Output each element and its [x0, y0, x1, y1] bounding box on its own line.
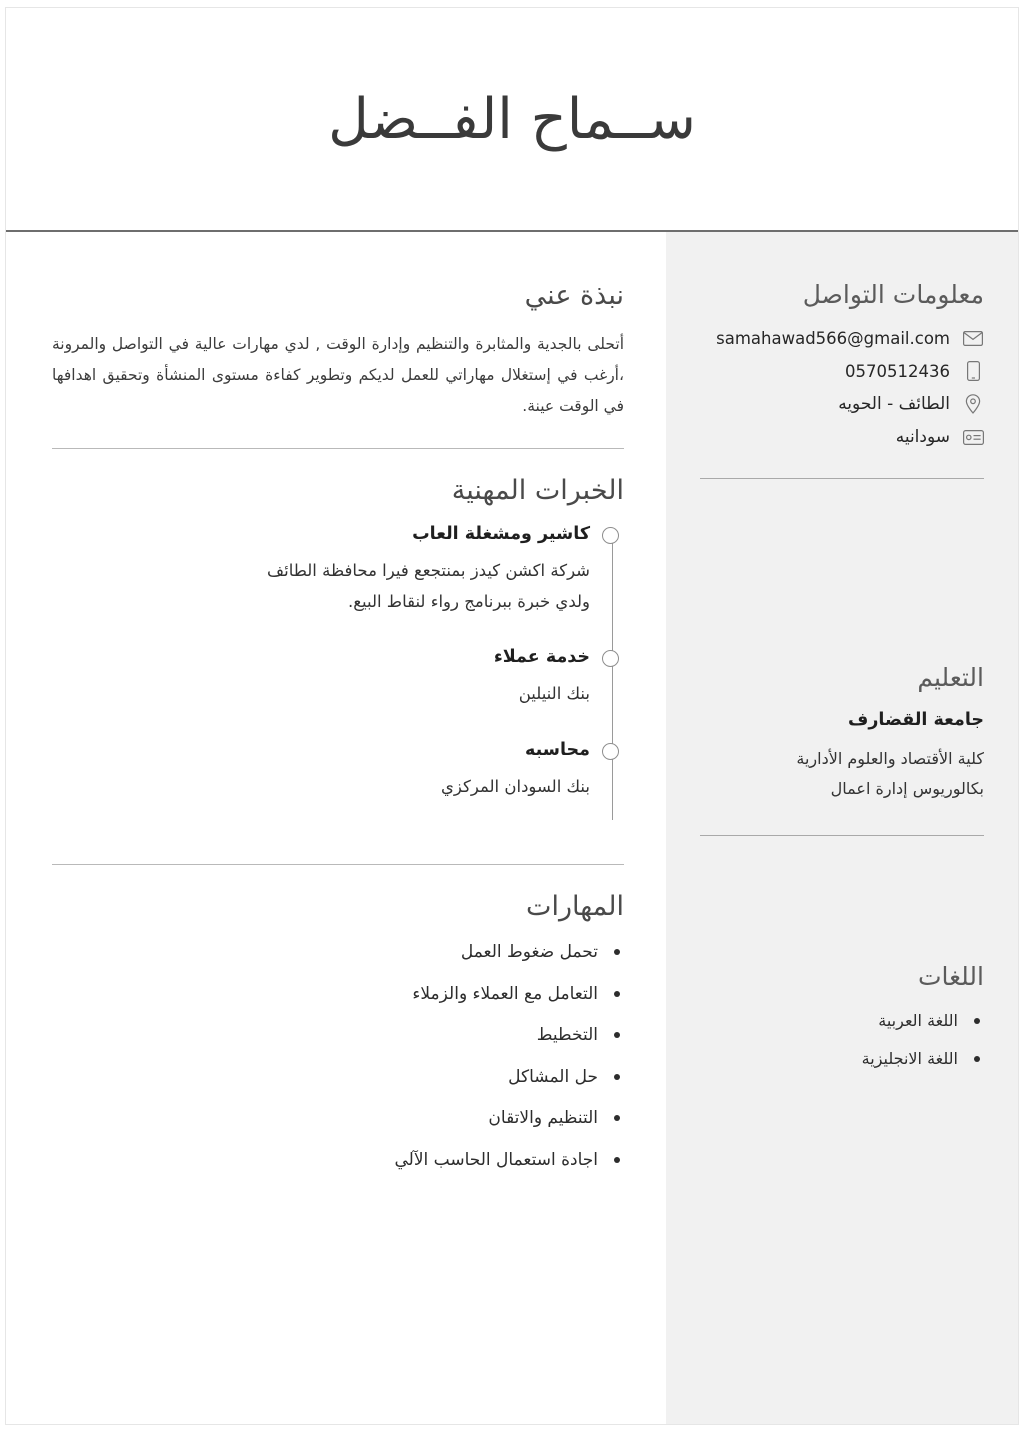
- sidebar-section-languages-title: اللغات: [917, 961, 984, 991]
- phone-icon: [962, 360, 984, 382]
- resume-page: [6, 8, 1018, 1424]
- education-line-degree: بكالوريوس إدارة اعمال: [830, 779, 984, 799]
- timeline-dot-icon: [602, 743, 619, 760]
- education-school: جامعة القضارف: [848, 710, 984, 730]
- language-item: اللغة الانجليزية: [700, 1047, 984, 1071]
- skill-item: تحمل ضغوط العمل: [52, 940, 624, 966]
- education-line-faculty: كلية الأقتصاد والعلوم الأدارية: [796, 749, 984, 768]
- languages-list: [700, 1009, 984, 1071]
- contact-value-email[interactable]: samahawad566@gmail.com: [716, 328, 950, 348]
- main-spacer-1: [52, 802, 624, 838]
- experience-detail: شركة اكشن كيدز بمنتجعع فيرا محافظة الطائف: [267, 561, 590, 580]
- experience-role: كاشير ومشغلة العاب: [412, 524, 590, 544]
- sidebar-spacer-1: [700, 513, 984, 663]
- experience-role: محاسبه: [525, 739, 590, 760]
- contact-value-phone[interactable]: 0570512436: [845, 361, 950, 381]
- about-text: أتحلى بالجدية والمثابرة والتنظيم وإدارة الوقت , لدي مهارات عالية في التواصل والمرونة ،أرغب في إستغلال مهاراتي للعمل لديكم وتطوير كفاءة مستوى المنشأة وتحقيق اهدافها في الوقت عينة.: [52, 335, 624, 415]
- timeline-dot-icon: [602, 527, 619, 544]
- main-section-experience-title: الخبرات المهنية: [451, 475, 624, 506]
- main-column: [6, 232, 666, 1424]
- envelope-icon: [962, 327, 984, 349]
- timeline-dot-icon: [602, 650, 619, 667]
- contact-value-location: الطائف - الحويه: [838, 394, 950, 414]
- skill-item: حل المشاكل: [52, 1065, 624, 1091]
- experience-item: [52, 740, 590, 803]
- experience-timeline: [52, 524, 624, 802]
- experience-detail: بنك النيلين: [518, 684, 590, 704]
- sidebar-section-education-title: التعليم: [917, 663, 984, 692]
- main-divider-2: [52, 864, 624, 865]
- contact-item-location: [700, 393, 984, 415]
- skill-item: التعامل مع العملاء والزملاء: [52, 982, 624, 1008]
- sidebar-spacer-2: [700, 870, 984, 962]
- skill-item: التنظيم والاتقان: [52, 1106, 624, 1132]
- resume-body: [6, 232, 1018, 1424]
- contact-item-phone: [700, 360, 984, 382]
- experience-item: [52, 647, 590, 710]
- contact-value-nationality: سودانيه: [895, 427, 950, 447]
- id-card-icon: [962, 426, 984, 448]
- page-title: ســماح الفــضل: [328, 86, 696, 152]
- resume-header: [6, 8, 1018, 232]
- main-divider-1: [52, 448, 624, 449]
- sidebar-section-contact-title: معلومات التواصل: [802, 280, 984, 309]
- sidebar-divider-1: [700, 478, 984, 479]
- experience-item: [52, 524, 590, 617]
- skill-item: التخطيط: [52, 1023, 624, 1049]
- main-section-about-title: نبذة عني: [524, 280, 624, 311]
- experience-role: خدمة عملاء: [493, 647, 590, 668]
- location-pin-icon: [962, 393, 984, 415]
- contact-list: [700, 327, 984, 448]
- skill-item: اجادة استعمال الحاسب الآلي: [52, 1148, 624, 1174]
- experience-detail: بنك السودان المركزي: [441, 776, 590, 796]
- contact-item-nationality: [700, 426, 984, 448]
- contact-item-email: [700, 327, 984, 349]
- sidebar: [666, 232, 1018, 1424]
- sidebar-divider-2: [700, 835, 984, 836]
- main-section-skills-title: المهارات: [526, 891, 624, 923]
- experience-detail: ولدي خبرة ببرنامج رواء لنقاط البيع.: [347, 591, 590, 611]
- language-item: اللغة العربية: [700, 1009, 984, 1033]
- skills-list: [52, 940, 624, 1173]
